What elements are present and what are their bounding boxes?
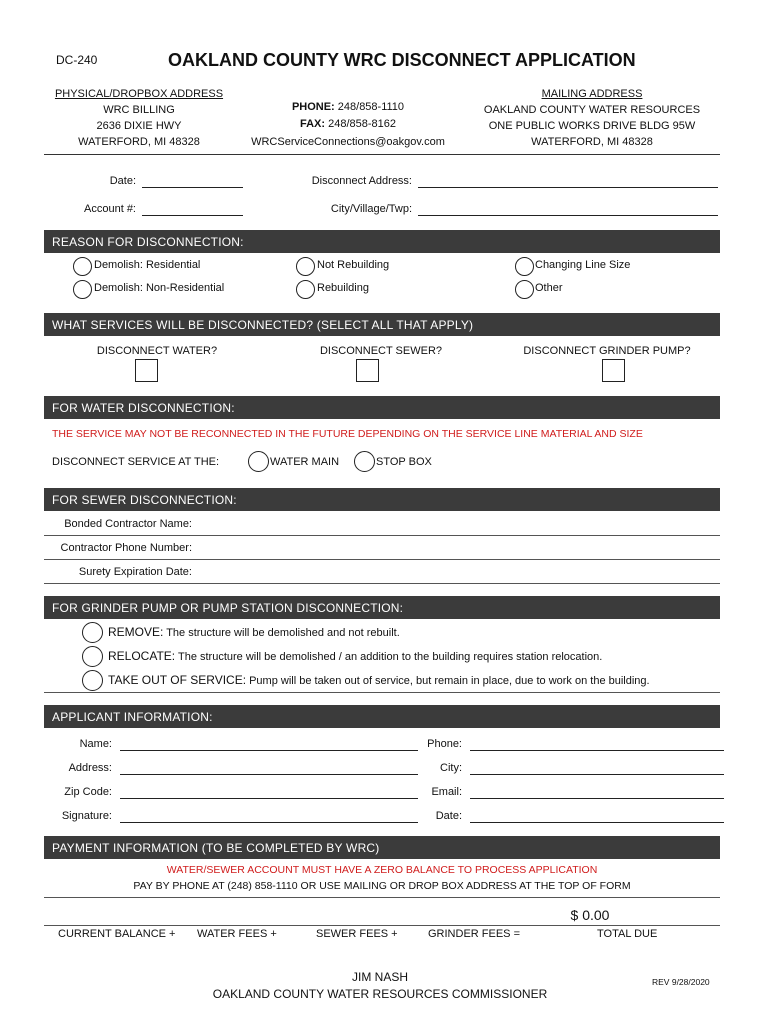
phone-input[interactable] <box>470 750 724 751</box>
applicant-section-header <box>44 705 720 728</box>
contractor-phone-label: Contractor Phone Number: <box>60 542 192 554</box>
fax-label: FAX: <box>299 118 326 130</box>
demolish-residential-radio[interactable] <box>73 257 92 276</box>
other-radio[interactable] <box>515 280 534 299</box>
relocate-radio[interactable] <box>82 646 103 667</box>
city-village-field[interactable] <box>418 215 718 216</box>
city-village-label: City/Village/Twp: <box>330 203 412 215</box>
rebuilding-label: Rebuilding <box>317 282 369 294</box>
reason-section-header <box>44 230 720 253</box>
demolish-non-residential-label: Demolish: Non-Residential <box>94 282 225 294</box>
phone-line <box>238 101 458 114</box>
contractor-phone-field[interactable] <box>196 536 716 558</box>
header-divider <box>44 154 720 155</box>
disconnect-grinder-pump-checkbox[interactable] <box>602 359 625 382</box>
take-out-of-service-text: Pump will be taken out of service, but remain in place, due to work on the building. <box>249 675 650 687</box>
phone-field-label: Phone: <box>427 738 462 750</box>
email-field[interactable] <box>470 798 724 799</box>
sewer-fees-label: SEWER FEES + <box>316 928 398 940</box>
take-out-of-service-radio[interactable] <box>82 670 103 691</box>
remove-option-label: REMOVE: <box>108 625 164 639</box>
payment-section-header <box>44 836 720 859</box>
account-label: Account #: <box>84 203 136 215</box>
grinder-divider <box>44 692 720 693</box>
disconnect-sewer-label: DISCONNECT SEWER? <box>319 345 443 357</box>
relocate-option <box>108 650 602 664</box>
address-label: Address: <box>68 762 112 774</box>
services-section-header <box>44 313 720 336</box>
zip-code-label: Zip Code: <box>64 786 112 798</box>
signature-label: Signature: <box>61 810 112 822</box>
applicant-heading: APPLICANT INFORMATION: <box>52 710 213 724</box>
demolish-non-residential-radio[interactable] <box>73 280 92 299</box>
pay-by-instructions: PAY BY PHONE AT (248) 858-1110 OR USE MAILING OR DROP BOX ADDRESS AT THE TOP OF FORM <box>133 880 631 892</box>
remove-option-text: The structure will be demolished and not rebuilt. <box>166 627 400 639</box>
signature-field[interactable] <box>120 822 418 823</box>
payment-divider <box>44 897 720 898</box>
changing-line-size-radio[interactable] <box>515 257 534 276</box>
zip-code-field[interactable] <box>120 798 418 799</box>
not-rebuilding-radio[interactable] <box>296 257 315 276</box>
commissioner-name: JIM NASH <box>351 970 408 984</box>
total-amount: $ 0.00 <box>570 907 610 923</box>
fax-line <box>238 118 458 131</box>
surety-expiration-field[interactable] <box>196 560 716 582</box>
commissioner-office: OAKLAND COUNTY WATER RESOURCES COMMISSIONER <box>212 987 548 1001</box>
physical-address-line3: WATERFORD, MI 48328 <box>78 136 200 148</box>
grinder-heading: FOR GRINDER PUMP OR PUMP STATION DISCONNECTION: <box>52 601 404 615</box>
mailing-address-heading: MAILING ADDRESS <box>541 88 643 100</box>
remove-radio[interactable] <box>82 622 103 643</box>
water-heading: FOR WATER DISCONNECTION: <box>52 401 235 415</box>
water-main-radio[interactable] <box>248 451 269 472</box>
sewer-heading: FOR SEWER DISCONNECTION: <box>52 493 237 507</box>
phone-label: PHONE: <box>291 101 335 113</box>
physical-address-line1: WRC BILLING <box>103 104 175 116</box>
current-balance-label: CURRENT BALANCE + <box>58 928 176 940</box>
stop-box-radio[interactable] <box>354 451 375 472</box>
bonded-contractor-field[interactable] <box>196 512 716 534</box>
changing-line-size-label: Changing Line Size <box>535 259 631 271</box>
form-id: DC-240 <box>56 53 98 67</box>
applicant-date-field[interactable] <box>470 822 724 823</box>
disconnect-water-checkbox[interactable] <box>135 359 158 382</box>
relocate-option-text: The structure will be demolished / an addition to the building requires station relocation. <box>177 651 603 663</box>
stop-box-label: STOP BOX <box>376 456 432 468</box>
physical-address-line2: 2636 DIXIE HWY <box>96 120 182 132</box>
phone-value: 248/858-1110 <box>337 101 405 113</box>
disconnect-grinder-pump-label: DISCONNECT GRINDER PUMP? <box>523 345 691 357</box>
take-out-of-service-label: TAKE OUT OF SERVICE: <box>108 673 247 687</box>
city-field[interactable] <box>470 774 724 775</box>
other-label: Other <box>535 282 563 294</box>
surety-expiration-label: Surety Expiration Date: <box>78 566 192 578</box>
remove-option <box>108 626 400 640</box>
mailing-address-line2: ONE PUBLIC WORKS DRIVE BLDG 95W <box>488 120 696 132</box>
water-main-label: WATER MAIN <box>270 456 340 468</box>
disconnect-sewer-checkbox[interactable] <box>356 359 379 382</box>
take-out-of-service-option <box>108 674 650 688</box>
water-warning: THE SERVICE MAY NOT BE RECONNECTED IN THE FUTURE DEPENDING ON THE SERVICE LINE MATERIAL AND SIZE <box>52 428 643 440</box>
applicant-date-label: Date: <box>435 810 462 822</box>
grinder-fees-label: GRINDER FEES = <box>428 928 520 940</box>
demolish-residential-label: Demolish: Residential <box>94 259 201 271</box>
disconnect-address-field[interactable] <box>418 187 718 188</box>
rebuilding-radio[interactable] <box>296 280 315 299</box>
disconnect-service-at-label: DISCONNECT SERVICE AT THE: <box>52 456 220 468</box>
water-section-header <box>44 396 720 419</box>
mailing-address-line3: WATERFORD, MI 48328 <box>531 136 653 148</box>
not-rebuilding-label: Not Rebuilding <box>317 259 390 271</box>
revision-date: REV 9/28/2020 <box>652 977 710 987</box>
date-label: Date: <box>109 175 136 187</box>
date-field[interactable] <box>142 187 243 188</box>
payment-heading: PAYMENT INFORMATION (TO BE COMPLETED BY WRC) <box>52 841 380 855</box>
address-field[interactable] <box>120 774 418 775</box>
name-field[interactable] <box>120 750 418 751</box>
disconnect-water-label: DISCONNECT WATER? <box>96 345 218 357</box>
email-value: WRCServiceConnections@oakgov.com <box>251 136 445 148</box>
relocate-option-label: RELOCATE: <box>108 649 176 663</box>
physical-address-heading: PHYSICAL/DROPBOX ADDRESS <box>54 88 224 100</box>
payment-fees-line <box>44 925 720 926</box>
sewer-divider-3 <box>44 583 720 584</box>
fax-value: 248/858-8162 <box>328 118 397 130</box>
disconnect-address-label: Disconnect Address: <box>311 175 412 187</box>
sewer-section-header <box>44 488 720 511</box>
mailing-address-line1: OAKLAND COUNTY WATER RESOURCES <box>483 104 701 116</box>
account-field[interactable] <box>142 215 243 216</box>
city-label: City: <box>440 762 462 774</box>
water-fees-label: WATER FEES + <box>197 928 277 940</box>
email-label: Email: <box>431 786 462 798</box>
name-label: Name: <box>79 738 112 750</box>
bonded-contractor-label: Bonded Contractor Name: <box>64 518 192 530</box>
grinder-section-header <box>44 596 720 619</box>
total-due-label: TOTAL DUE <box>597 928 658 940</box>
services-heading: WHAT SERVICES WILL BE DISCONNECTED? (SELECT ALL THAT APPLY) <box>52 318 474 332</box>
zero-balance-notice: WATER/SEWER ACCOUNT MUST HAVE A ZERO BALANCE TO PROCESS APPLICATION <box>166 864 598 876</box>
reason-heading: REASON FOR DISCONNECTION: <box>52 235 244 249</box>
page-title: OAKLAND COUNTY WRC DISCONNECT APPLICATION <box>168 50 636 70</box>
